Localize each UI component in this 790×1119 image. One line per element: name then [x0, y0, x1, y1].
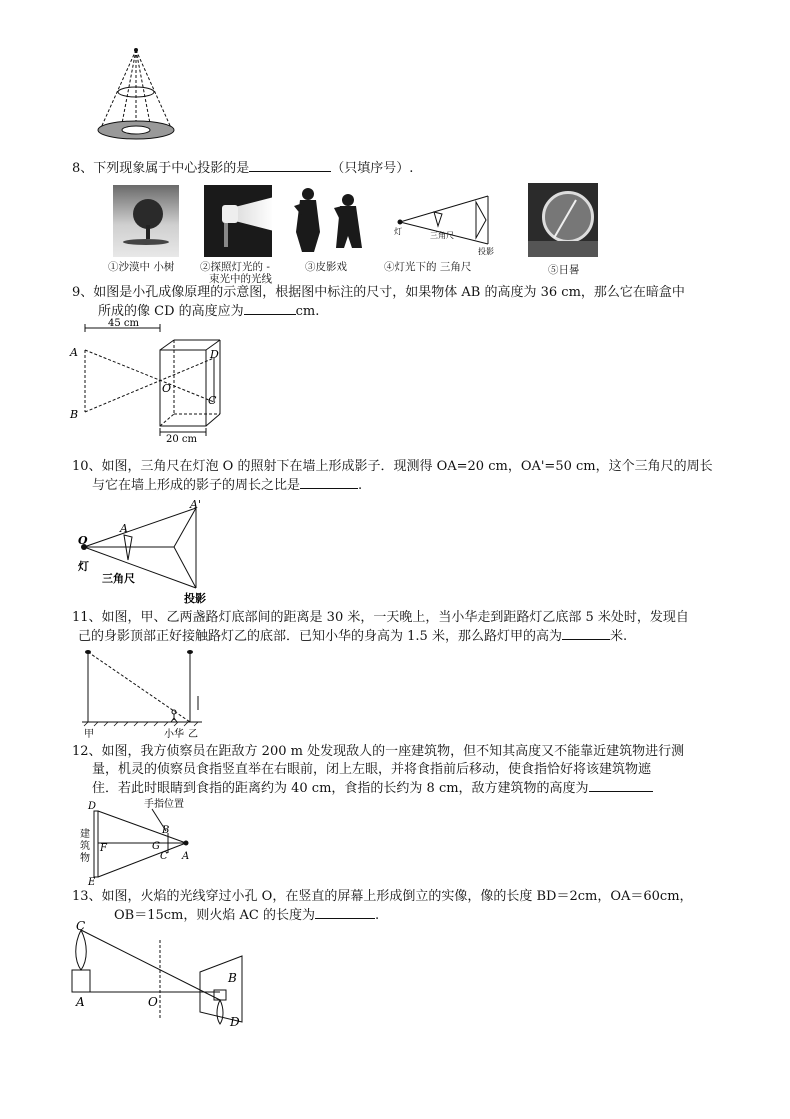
q13-answer-blank[interactable] [315, 905, 375, 919]
svg-text:灯: 灯 [394, 227, 402, 236]
q8-caption-4: ④灯光下的 三角尺 [384, 261, 472, 273]
svg-text:B: B [162, 825, 170, 836]
q8-photo-desert-tree [113, 185, 179, 257]
q11-answer-blank[interactable] [562, 626, 610, 640]
q8-answer-blank[interactable] [249, 158, 331, 172]
q8-photo-searchlight [204, 185, 272, 257]
q10-text-line2: 与它在墙上形成的影子的周长之比是 . [92, 475, 362, 496]
svg-text:D: D [230, 1015, 240, 1029]
svg-text:手指位置: 手指位置 [144, 799, 184, 810]
svg-text:A: A [76, 995, 85, 1009]
svg-text:O: O [78, 534, 88, 547]
q12-text-line3: 住．若此时眼睛到食指的距离约为 40 cm，食指的长约为 8 cm，敌方建筑物的高度为 [92, 778, 653, 799]
svg-text:灯: 灯 [78, 560, 89, 573]
svg-text:A: A [70, 346, 78, 359]
q9-text-line2: 所成的像 CD 的高度应为 cm. [98, 301, 319, 322]
q8-caption-5: ⑤日晷 [548, 264, 580, 276]
svg-text:45 cm: 45 cm [108, 318, 139, 329]
svg-text:A: A [182, 851, 190, 862]
q8-caption-1: ①沙漠中 小树 [108, 261, 175, 273]
svg-text:三角尺: 三角尺 [102, 572, 135, 585]
q11-text-line1: 11、如图，甲、乙两盏路灯底部间的距离是 30 米，一天晚上，当小华走到距路灯乙底部 5 米处时，发现自 [72, 610, 689, 625]
svg-text:F: F [100, 843, 107, 854]
svg-text:B: B [70, 408, 79, 421]
q13-text-line1: 13、如图，火焰的光线穿过小孔 O，在竖直的屏幕上形成倒立的实像，像的长度 BD＝2cm，OA＝60cm， [72, 889, 693, 904]
svg-text:筑: 筑 [80, 841, 90, 852]
q11-text-line2: 己的身影顶部正好接触路灯乙的底部．已知小华的身高为 1.5 米，那么路灯甲的高为 米. [78, 626, 627, 647]
q12-text-line1: 12、如图，我方侦察员在距敌方 200 m 处发现敌人的一座建筑物，但不知其高度又不能靠近建筑物进行测 [72, 744, 685, 759]
svg-text:建: 建 [80, 829, 90, 840]
q8-photo-shadow-puppets [290, 182, 370, 260]
svg-text:小华: 小华 [164, 729, 184, 738]
q8-caption-2b: 束光中的光线 [209, 273, 272, 285]
svg-text:20 cm: 20 cm [166, 434, 197, 442]
q12-finger-building-figure [76, 797, 200, 887]
q8-lamp-triangle-figure [392, 182, 500, 260]
q8-text: 8、下列现象属于中心投影的是 （只填序号）. [72, 158, 413, 179]
svg-text:C: C [208, 394, 217, 407]
cone-figure [90, 42, 190, 142]
svg-text:B: B [228, 971, 237, 985]
q8-caption-2: ②探照灯光的 - [200, 261, 270, 273]
q10-text-line1: 10、如图，三角尺在灯泡 O 的照射下在墙上形成影子．现测得 OA=20 cm，OA'=50 cm，这个三角尺的周长 [72, 459, 713, 474]
q8-photo-sundial [528, 183, 598, 257]
svg-text:G: G [152, 841, 160, 852]
svg-text:投影: 投影 [478, 247, 494, 256]
q9-text-line1: 9、如图是小孔成像原理的示意图，根据图中标注的尺寸，如果物体 AB 的高度为 36 cm，那么它在暗盒中 [72, 285, 685, 300]
q12-answer-blank[interactable] [589, 778, 653, 792]
q10-answer-blank[interactable] [300, 475, 358, 489]
q8-caption-3: ③皮影戏 [305, 261, 347, 273]
svg-text:物: 物 [80, 853, 90, 864]
q10-lamp-shadow-figure [70, 500, 230, 604]
q12-text-line2: 量，机灵的侦察员食指竖直举在右眼前，闭上左眼，并将食指前后移动，使食指恰好将该建筑物遮 [92, 762, 652, 777]
svg-text:C: C [76, 920, 86, 933]
svg-text:O: O [148, 995, 158, 1009]
svg-text:A: A [120, 522, 128, 535]
svg-text:投影: 投影 [184, 592, 206, 604]
svg-text:D: D [88, 801, 97, 812]
svg-text:乙: 乙 [188, 729, 198, 738]
q9-answer-blank[interactable] [244, 301, 296, 315]
svg-text:C: C [160, 851, 168, 862]
svg-text:三角尺: 三角尺 [430, 231, 454, 240]
q11-street-lamps-figure [80, 646, 210, 738]
q13-text-line2: OB＝15cm，则火焰 AC 的长度为 . [114, 905, 379, 926]
svg-text:A': A' [190, 500, 201, 511]
svg-text:甲: 甲 [84, 729, 94, 738]
q9-pinhole-figure [66, 318, 236, 442]
svg-text:O: O [162, 382, 172, 395]
q13-flame-pinhole-figure [70, 920, 260, 1030]
svg-text:D: D [210, 348, 219, 361]
svg-text:E: E [88, 877, 96, 887]
